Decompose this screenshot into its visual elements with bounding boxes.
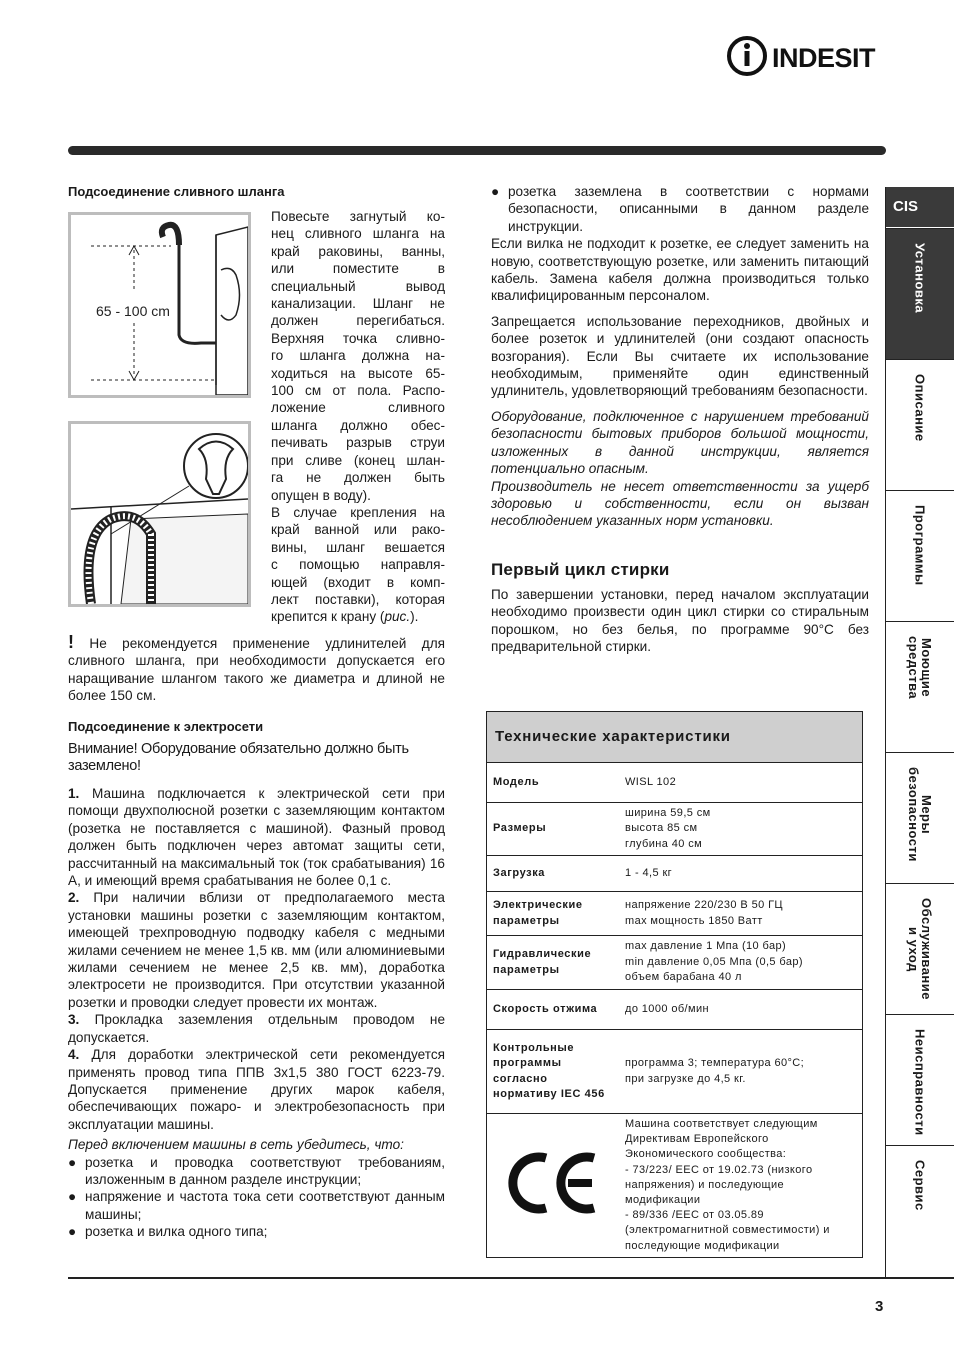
electric-item-4: 4. Для доработки электрической сети рекомендуется применять провод типа ППВ 3х1,5 380 ГОСТ 6223-79. Допускается применение других марок кабеля, обеспечивающих пожаро- и электробезопасность при эксплуатации машины. xyxy=(68,1047,446,1132)
drain-line: крепится к крану (рис.). xyxy=(271,609,419,625)
sidebar-item-service[interactable]: Сервис xyxy=(886,1145,954,1277)
spec-key: Загрузка xyxy=(487,856,619,892)
logo-text: INDESIT xyxy=(772,43,876,73)
spec-key: Скорость отжима xyxy=(487,990,619,1030)
sidebar-item-installation[interactable]: Установка xyxy=(886,228,954,359)
sidebar-item-maintenance[interactable]: Обслуживание и уход xyxy=(886,883,954,1014)
footer-line xyxy=(68,1277,954,1279)
drain-line: ходиться на высоте 65- xyxy=(271,365,445,381)
drain-line: печивать разрыв струи xyxy=(271,435,445,451)
drain-line: го шланга должна на- xyxy=(271,348,445,364)
electric-section xyxy=(68,719,445,1241)
spec-key: Гидравлические параметры xyxy=(487,936,619,990)
spec-key: Контрольные программы согласно нормативу IEC 456 xyxy=(487,1030,619,1114)
ce-mark-icon xyxy=(506,1148,601,1218)
ce-cell xyxy=(487,1114,619,1257)
first-cycle-heading: Первый цикл стирки xyxy=(491,559,670,579)
drain-line: должен перегибаться. xyxy=(271,313,445,329)
spec-key: Модель xyxy=(493,775,540,788)
header-bar xyxy=(68,146,886,155)
spec-value: ширина 59,5 см высота 85 см глубина 40 см xyxy=(619,802,862,856)
warning-icon: ! xyxy=(68,632,74,652)
drain-line: Повесьте загнутый ко- xyxy=(271,209,445,224)
electric-attention: Внимание! Оборудование обязательно должно быть заземлено! xyxy=(68,741,409,774)
spec-value: max давление 1 Мпа (10 бар) min давление 0,05 Мпа (0,5 бар) объем барабана 40 л xyxy=(619,936,862,990)
sidebar-item-programs[interactable]: Программы xyxy=(886,490,954,621)
drain-height-label: 65 - 100 cm xyxy=(96,303,170,319)
ce-text: Машина соответствует следующим Директивам Европейского Экономического сообщества: - 73/223/ EEC от 19.02.73 (низкого напряжения) и последующие модификации - 89/336 /EEC от 03.05.89 (электромагнитной совместимости) и последующие модификации xyxy=(619,1114,862,1257)
electric-item-2: 2. При наличии вблизи от предполагаемого места установки машины розетки с заземляющим контактом, имеющей трехпроводную подводку кабеля с медными жилами сечением не менее 1,5 кв. мм (или алюминиевыми жилами сечением не менее 2,5 кв. мм), доработка электросети не производится. При отсутствии указанной розетки и проводки следует провести их монтаж. xyxy=(68,890,445,1010)
spec-value: программа 3; температура 60°С; при загрузке до 4,5 кг. xyxy=(619,1030,862,1114)
drain-line: специальный вывод xyxy=(271,278,445,294)
drain-line: нец сливного шланга на xyxy=(271,226,445,242)
sidebar xyxy=(886,187,954,1277)
check-bullet: ● розетка заземлена в соответствии с нормами безопасности, описанными в данном разделе инструкции. xyxy=(491,184,869,234)
drain-line: га не должен быть xyxy=(271,470,445,486)
spec-value: 1 - 4,5 кг xyxy=(619,856,862,892)
table-row xyxy=(487,892,862,936)
drain-line: 100 см от пола. Распо- xyxy=(271,383,445,399)
spec-value: WISL 102 xyxy=(625,775,677,788)
drain-line: опущен в воду). xyxy=(271,487,371,503)
drain-height-figure xyxy=(68,212,251,398)
indesit-logo xyxy=(726,34,891,78)
sidebar-item-description[interactable]: Описание xyxy=(886,359,954,490)
drain-line: шланга должно обес- xyxy=(271,417,445,433)
right-column xyxy=(491,183,869,655)
liability-warning: Производитель не несет ответственности за ущерб здоровью и собственности, если он вызван несоблюдением указанных норм установки. xyxy=(491,478,869,529)
check-bullet: ● розетка и проводка соответствуют требованиям, изложенным в данном разделе инструкции; xyxy=(68,1154,445,1187)
spec-key: Размеры xyxy=(487,802,619,856)
electric-item-1: 1. Машина подключается к электрической сети при помощи двухполюсной розетки с заземляющим контактом (розетка не поставляется с машиной). Фазный провод должен быть подключен через автомат защиты сети, рассчитанный на максимальный ток (ток срабатывания) 16 А, и имеющий время срабатывания не более 0,1 с. xyxy=(68,786,445,889)
table-row xyxy=(487,1114,862,1257)
adapter-paragraph: Запрещается использование переходников, двойных и более розеток и удлинителей (они создают опасность возгорания). Если Вы считаете их использование необходимым, применяйте один единственный удлинитель, удовлетворяющий требованиям безопасности. xyxy=(491,313,869,399)
table-row xyxy=(487,763,862,802)
safety-warning: Оборудование, подключенное с нарушением требований безопасности бытовых приборов большой мощности, изложенных в данной инструкции, является потенциально опасным. xyxy=(491,408,869,477)
sidebar-lang: CIS xyxy=(886,187,954,227)
hose-guide-figure xyxy=(68,421,251,607)
first-cycle-text: По завершении установки, перед началом эксплуатации необходимо произвести один цикл стирки со стиральным порошком, но без белья, по программе 90°С без предварительной стирки. xyxy=(491,586,869,654)
sidebar-item-troubleshooting[interactable]: Неисправности xyxy=(886,1014,954,1145)
tech-specs-title: Технические характеристики xyxy=(487,712,862,763)
drain-line: Верхняя точка сливно- xyxy=(271,330,445,346)
table-row xyxy=(487,1030,862,1114)
drain-line: при сливе (конец шлан- xyxy=(271,452,445,468)
drain-heading: Подсоединение сливного шланга xyxy=(68,184,285,199)
table-row xyxy=(487,936,862,990)
plug-paragraph: Если вилка не подходит к розетке, ее следует заменить на новую, соответствующую розетке, или заменить питающий кабель. Замена кабеля должна производиться только квалифицированным персоналом. xyxy=(491,236,869,304)
drain-warning: ! Не рекомендуется применение удлинителей для сливного шланга, при необходимости допускается его наращивание шлангом такого же диаметра и длиной не более 150 см. xyxy=(68,632,446,704)
check-intro: Перед включением машины в сеть убедитесь, что: xyxy=(68,1137,404,1153)
drain-text xyxy=(271,208,445,626)
drain-line: ложение сливного xyxy=(271,400,445,416)
tech-specs-table xyxy=(486,711,863,1258)
drain-height-illustration xyxy=(71,215,248,395)
hose-guide-illustration xyxy=(71,424,248,604)
spec-key: Электрические параметры xyxy=(487,892,619,936)
drain-line: край ванной или рако- xyxy=(271,522,445,538)
check-bullet: ● розетка и вилка одного типа; xyxy=(68,1224,268,1240)
table-row xyxy=(487,990,862,1030)
spec-value: до 1000 об/мин xyxy=(619,990,862,1030)
check-bullet: ● напряжение и частота тока сети соответствуют данным машины; xyxy=(68,1189,445,1222)
drain-line: ющей (входит в комп- xyxy=(271,574,445,590)
figure-reference: рис. xyxy=(384,609,411,625)
spec-value: напряжение 220/230 В 50 ГЦ max мощность 1850 Ватт xyxy=(619,892,862,936)
drain-line: с помощью направля- xyxy=(271,557,445,573)
drain-line: В случае крепления на xyxy=(271,504,445,520)
sidebar-item-detergents[interactable]: Моющие средства xyxy=(886,621,954,752)
drain-line: вины, шланг вешается xyxy=(271,539,445,555)
drain-line: или поместите в xyxy=(271,261,445,277)
electric-item-3: 3. Прокладка заземления отдельным проводом не допускается. xyxy=(68,1012,446,1045)
table-row xyxy=(487,856,862,892)
page-number: 3 xyxy=(875,1298,884,1315)
drain-line: край раковины, ванны, xyxy=(271,243,445,259)
table-row xyxy=(487,802,862,856)
sidebar-item-safety[interactable]: Меры безопасности xyxy=(886,752,954,883)
drain-line: канализации. Шланг не xyxy=(271,296,445,312)
electric-heading: Подсоединение к электросети xyxy=(68,719,264,734)
drain-line: лект поставки), которая xyxy=(271,591,445,607)
